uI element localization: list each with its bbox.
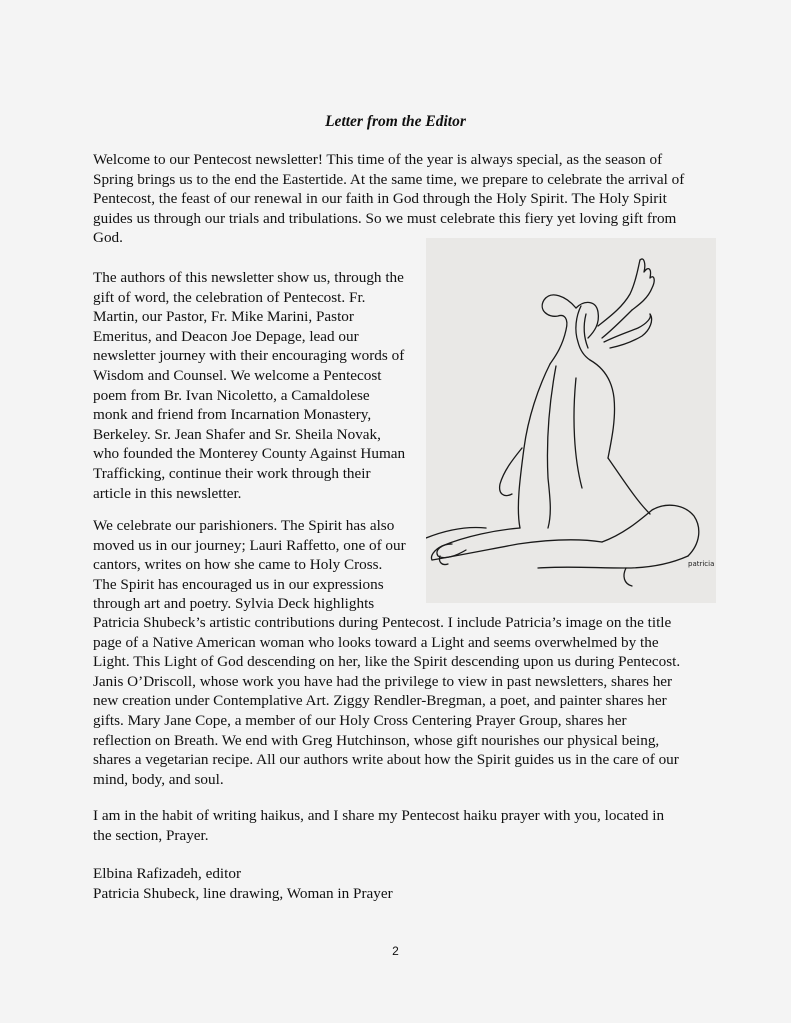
text-line: Light. This Light of God descending on her, like the Spirit descending upon us during Pentecost. [93,653,681,671]
text-line: shares a vegetarian recipe. All our authors write about how the Spirit guides us in the care of our [93,751,679,769]
text-line: Trafficking, continue their work through their [93,464,371,482]
text-line: Janis O’Driscoll, whose work you have had the privilege to view in past newsletters, shares her [93,672,673,690]
text-line: mind, body, and soul. [93,770,224,788]
text-line: I am in the habit of writing haikus, and I share my Pentecost haiku prayer with you, located in [93,807,665,824]
paragraph-authors [93,268,423,503]
text-line: Patricia Shubeck’s artistic contributions during Pentecost. I include Patricia’s image on the title [93,614,672,631]
line-drawing-woman-in-prayer [426,238,716,603]
text-line: We celebrate our parishioners. The Spirit has also [93,517,395,534]
editor-credit: Elbina Rafizadeh, editor [93,865,242,882]
text-line: reflection on Breath. We end with Greg Hutchinson, whose gift nourishes our physical being, [93,731,660,749]
text-line: Berkeley. Sr. Jean Shafer and Sr. Sheila Novak, [93,425,381,443]
paragraph-parishioners [93,516,423,614]
text-line: the section, Prayer. [93,826,209,844]
text-line: article in this newsletter. [93,484,242,502]
text-line: poem from Br. Ivan Nicoletto, a Camaldolese [93,386,370,404]
text-line: The authors of this newsletter show us, through the [93,269,404,286]
text-line: through art and poetry. Sylvia Deck highlights [93,595,375,613]
paragraph-haiku [93,806,713,845]
page-title: Letter from the Editor [325,113,466,130]
text-line: Pentecost, the feast of our renewal in our faith in God through the Holy Spirit. The Holy Spirit [93,190,667,208]
page-number: 2 [392,944,399,958]
text-line: Wisdom and Counsel. We welcome a Pentecost [93,366,382,384]
text-line: Martin, our Pastor, Fr. Mike Marini, Pastor [93,308,354,326]
text-line: gift of word, the celebration of Pentecost. Fr. [93,288,366,306]
text-line: Spring brings us to the end the Eastertide. At the same time, we prepare to celebrate the arrival of [93,170,685,188]
text-line: guides us through our trials and tribulations. So we must celebrate this fiery yet loving gift from [93,209,677,227]
paragraph-intro [93,150,708,248]
artist-signature: patricia [688,560,715,568]
text-line: new creation under Contemplative Art. Ziggy Rendler-Bregman, a poet, and painter shares her [93,692,667,710]
paragraph-parishioners-continued [93,613,713,789]
text-line: cantors, writes on how she came to Holy Cross. [93,556,383,574]
text-line: moved us in our journey; Lauri Raffetto, one of our [93,536,406,554]
signature-block [93,864,713,903]
text-line: Emeritus, and Deacon Joe Depage, lead our [93,327,359,345]
text-line: The Spirit has encouraged us in our expressions [93,575,384,593]
text-line: page of a Native American woman who looks toward a Light and seems overwhelmed by the [93,633,659,651]
text-line: who founded the Monterey County Against Human [93,445,406,463]
text-line: Welcome to our Pentecost newsletter! This time of the year is always special, as the season of [93,151,663,168]
text-line: monk and friend from Incarnation Monastery, [93,406,372,424]
text-line: God. [93,229,123,247]
text-line: newsletter journey with their encouraging words of [93,347,405,365]
artist-credit: Patricia Shubeck, line drawing, Woman in Prayer [93,884,393,902]
text-line: gifts. Mary Jane Cope, a member of our Holy Cross Centering Prayer Group, shares her [93,711,627,729]
